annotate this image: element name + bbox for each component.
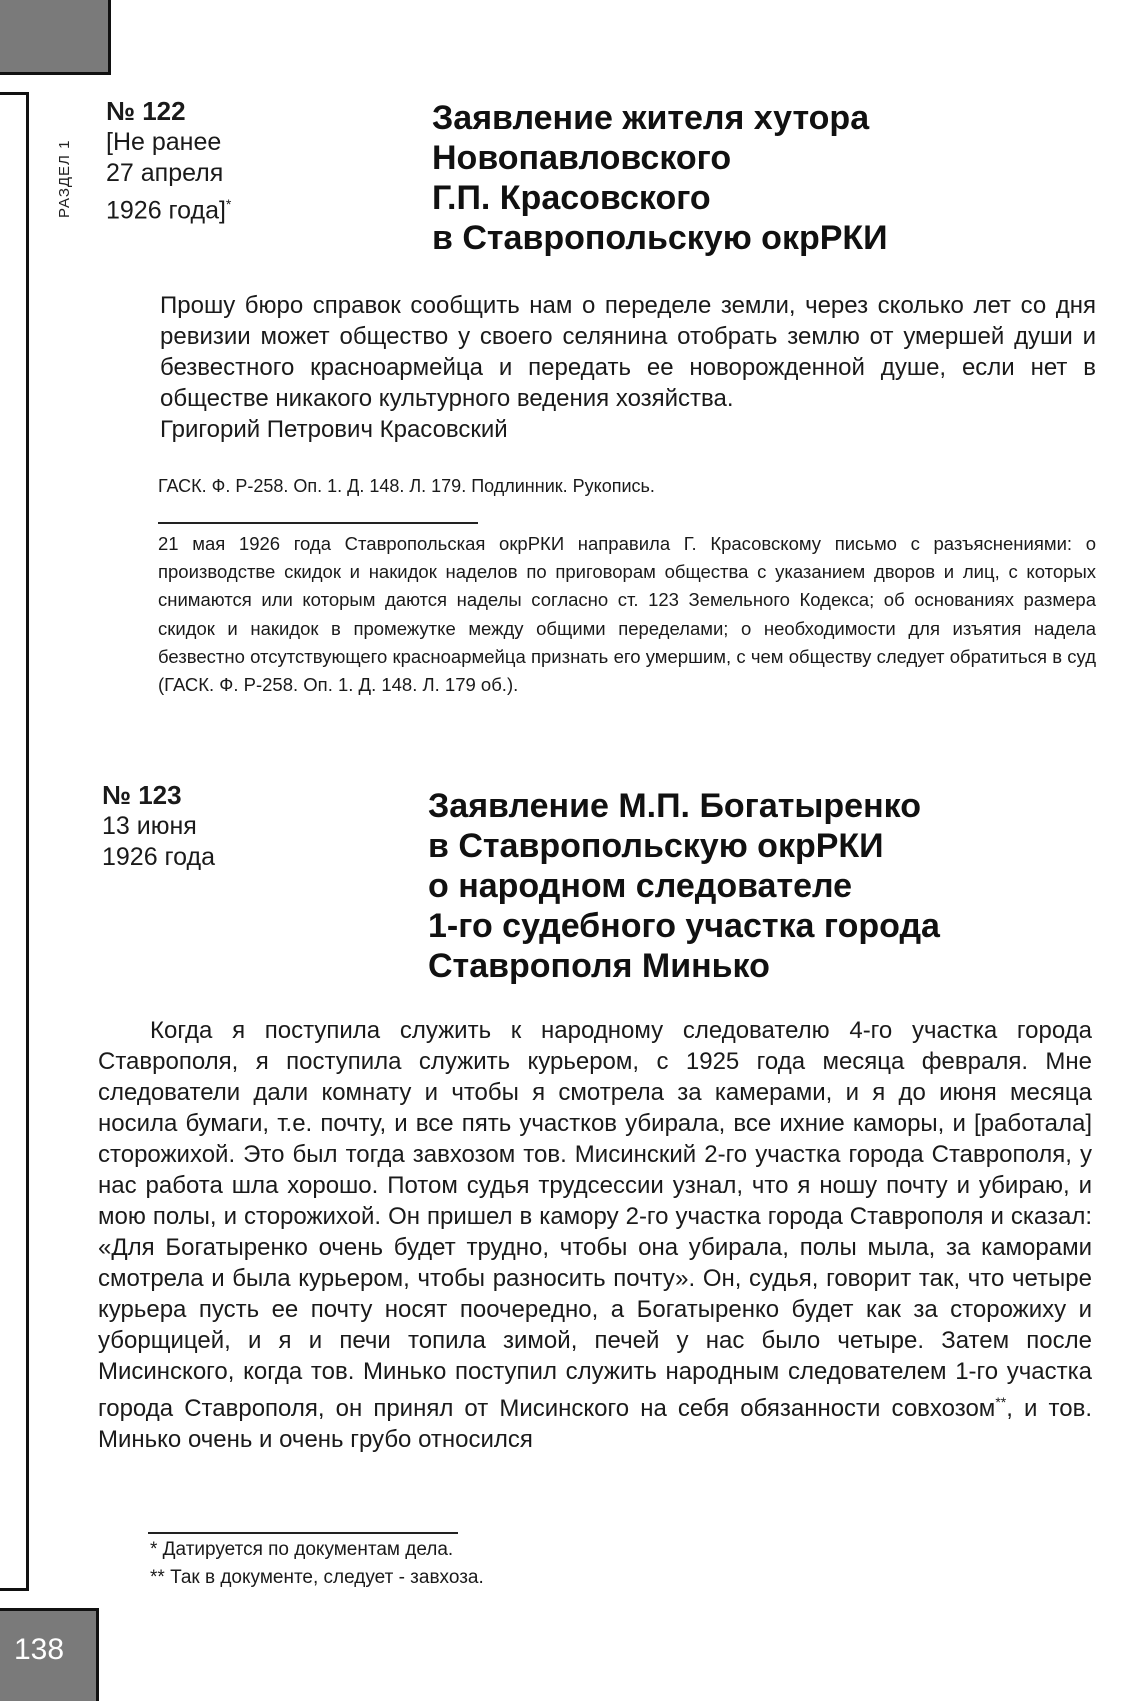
title-line: 1-го судебного участка города [428,907,940,945]
doc-122-body [160,290,1096,445]
page-number: 138 [14,1633,65,1666]
title-line: Новопавловского [432,139,732,177]
doc-122-signature: Григорий Петрович Красовский [160,416,508,443]
footnote-mark: ** [995,1394,1007,1410]
doc-122-number: № 122 [106,96,186,126]
doc-123-title [428,786,1088,986]
title-line: Г.П. Красовского [432,179,711,217]
title-line: Заявление жителя хутора [432,99,870,137]
section-label: РАЗДЕЛ 1 [56,139,73,218]
doc-122-title [432,98,992,258]
page-number-box [0,1608,99,1701]
doc-123-date-line: 13 июня [102,812,197,840]
doc-122-meta [106,96,286,226]
doc-123-meta [102,780,302,873]
doc-123-body [98,1015,1092,1455]
footnote-mark: * [225,196,232,212]
side-frame [0,92,29,1591]
doc-122-paragraph: Прошу бюро справок сообщить нам о переделе земли, через сколько лет со дня ревизии может общество у своего селянина отобрать землю от умершей души и безвестного красноармейца и передать ее новорожденной душе, если нет в обществе никакого культурного ведения хозяйства. [160,292,1096,412]
doc-122-date-line: 1926 года]* [106,196,232,225]
note-divider [158,522,478,524]
footnote: ** Так в документе, следует - завхоза. [150,1567,484,1588]
doc-122-source: ГАСК. Ф. Р-258. Оп. 1. Д. 148. Л. 179. Подлинник. Рукопись. [158,476,655,496]
title-line: Ставрополя Минько [428,947,770,985]
doc-123-number: № 123 [102,780,182,810]
footnote-divider [148,1532,458,1534]
title-line: в Ставропольскую окрРКИ [428,827,884,865]
title-line: о народном следователе [428,867,853,905]
title-line: Заявление М.П. Богатыренко [428,787,921,825]
footnotes [150,1536,850,1592]
footnote: * Датируется по документам дела. [150,1539,454,1560]
doc-123-body-text-end: , и тов. Минько очень и очень грубо относился [98,1395,1092,1453]
doc-123-body-text: Когда я поступила служить к народному следователю 4-го участка города Ставрополя, я поступила служить курьером, с 1925 года месяца февраля. Мне следователи дали комнату и чтобы я смотрела за камерами, и я до июня месяца носила бумаги, т.е. почту, и все пять участков убирала, все ихние каморы, и [работала] сторожихой. Это был тогда завхозом тов. Мисинский 2-го участка города Ставрополя, у нас работа шла хорошо. Потом судья трудсессии узнал, что я ношу почту и убираю, и мою полы, и сторожихой. Он пришел в камору 2-го участка города Ставрополя и сказал: «Для Богатыренко очень будет трудно, чтобы она убирала, полы мыла, за каморами смотрела и была курьером, чтобы разносить почту». Он, судья, говорит так, что четыре курьера пусть ее почту носят поочередно, а Богатыренко будет как за сторожиху и уборщицей, и я и печи топила зимой, печей у нас было четыре. Затем после Мисинского, когда тов. Минько поступил служить народным следователем 1-го участка города Ставрополя, он принял от Мисинского на себя обязанности совхозом [98,1017,1092,1422]
doc-122-note: 21 мая 1926 года Ставропольская окрРКИ направила Г. Красовскому письмо с разъяснениями: о производстве скидок и накидок наделов по приговорам общества с указанием дворов и лиц, с которых снимаются или которым даются наделы согласно ст. 123 Земельного Кодекса; об основаниях размера скидок и накидок в промежутке между общими переделами; о необходимости для изъятия надела безвестно отсутствующего красноармейца признать его умершим, с чем обществу следует обратиться в суд (ГАСК. Ф. Р-258. Оп. 1. Д. 148. Л. 179 об.). [158,533,1096,696]
doc-122-date-line: 27 апреля [106,159,224,187]
corner-block [0,0,111,75]
doc-123-date-line: 1926 года [102,843,215,871]
doc-122-date-line: [Не ранее [106,128,222,156]
title-line: в Ставропольскую окрРКИ [432,219,888,257]
